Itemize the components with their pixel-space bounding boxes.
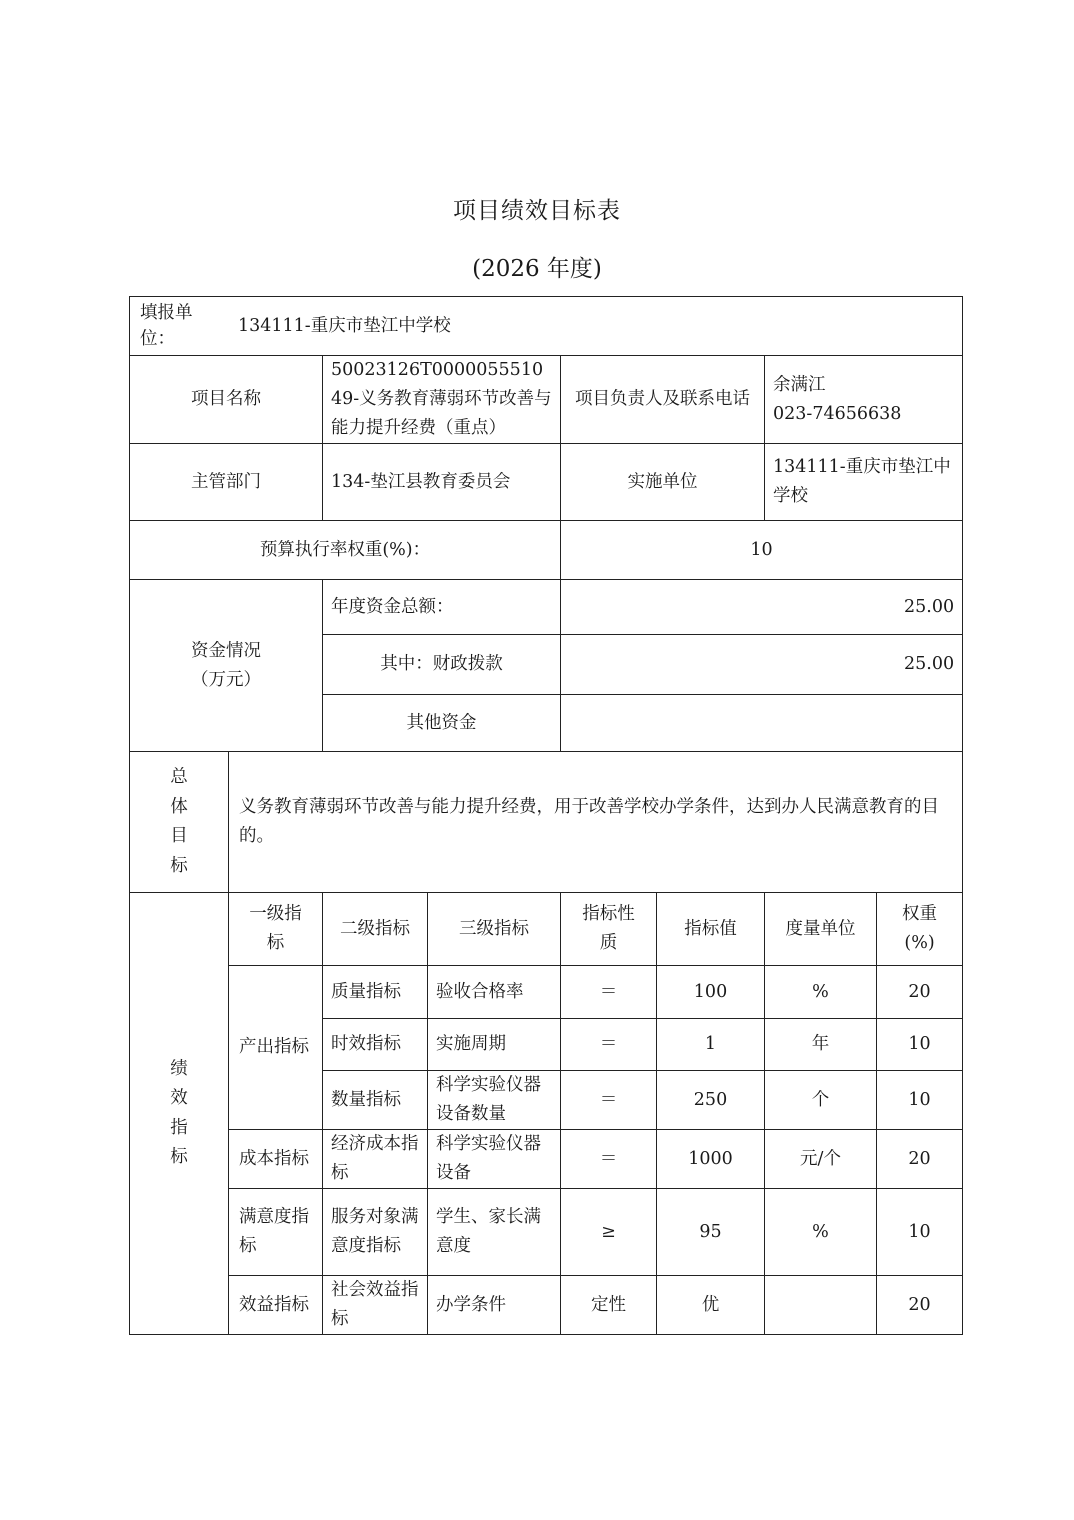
level3-cell: 办学条件: [428, 1276, 561, 1335]
goal-label-char: 体: [170, 796, 188, 817]
funds-other-label: 其他资金: [323, 695, 561, 752]
overall-goal-text: 义务教育薄弱环节改善与能力提升经费，用于改善学校办学条件，达到办人民满意教育的目的。: [229, 752, 963, 893]
budget-weight-label: 预算执行率权重(%)：: [130, 521, 561, 580]
value-cell: 95: [657, 1189, 765, 1276]
weight-cell: 20: [877, 1276, 963, 1335]
level1-benefit: 效益指标: [229, 1276, 323, 1335]
table-row: [130, 966, 963, 1019]
header-nature: 指标性质: [561, 893, 657, 966]
funds-row-total: [130, 580, 963, 635]
budget-weight-value: 10: [561, 521, 963, 580]
header-weight: 权重(%): [877, 893, 963, 966]
weight-cell: 10: [877, 1189, 963, 1276]
value-cell: 250: [657, 1071, 765, 1130]
level2-cell: 时效指标: [323, 1019, 428, 1071]
table-row: [130, 1189, 963, 1276]
goal-label-char: 标: [170, 855, 188, 876]
project-name-label: 项目名称: [130, 356, 323, 444]
impl-unit-label: 实施单位: [561, 444, 765, 521]
weight-cell: 20: [877, 966, 963, 1019]
nature-cell: ≥: [561, 1189, 657, 1276]
funds-fiscal-value: 25.00: [561, 635, 963, 695]
weight-cell: 20: [877, 1130, 963, 1189]
dept-value: 134-垫江县教育委员会: [323, 444, 561, 521]
project-contact-cell: [765, 356, 963, 444]
header-level2: 二级指标: [323, 893, 428, 966]
nature-cell: ＝: [561, 1130, 657, 1189]
unit-cell: 年: [765, 1019, 877, 1071]
reporting-unit-row: [130, 297, 963, 356]
level2-cell: 数量指标: [323, 1071, 428, 1130]
nature-cell: ＝: [561, 1071, 657, 1130]
indicators-label-char: 标: [170, 1147, 188, 1167]
contact-phone: 023-74656638: [773, 403, 902, 424]
header-value: 指标值: [657, 893, 765, 966]
dept-label: 主管部门: [130, 444, 323, 521]
document-year: (2026 年度): [472, 256, 602, 282]
budget-weight-row: [130, 521, 963, 580]
table-row: [130, 1130, 963, 1189]
contact-name: 余满江: [773, 374, 826, 395]
project-name-value: 50023126T000005551049-义务教育薄弱环节改善与能力提升经费（重点）: [323, 356, 561, 444]
header-level3: 三级指标: [428, 893, 561, 966]
indicators-label-char: 绩: [170, 1058, 188, 1079]
indicators-label-char: 效: [170, 1088, 188, 1108]
value-cell: 100: [657, 966, 765, 1019]
indicators-label: [130, 893, 229, 1335]
level2-cell: 质量指标: [323, 966, 428, 1019]
funds-total-value: 25.00: [561, 580, 963, 635]
header-level1: 一级指标: [229, 893, 323, 966]
weight-cell: 10: [877, 1071, 963, 1130]
unit-cell: %: [765, 1189, 877, 1276]
level2-cell: 经济成本指标: [323, 1130, 428, 1189]
funds-label-cell: [130, 580, 323, 752]
indicator-header-row: [130, 893, 963, 966]
department-row: [130, 444, 963, 521]
unit-cell: 元/个: [765, 1130, 877, 1189]
goal-label-char: 总: [170, 767, 188, 787]
indicators-label-char: 指: [170, 1117, 188, 1138]
unit-cell: [765, 1276, 877, 1335]
nature-cell: 定性: [561, 1276, 657, 1335]
project-contact-label: 项目负责人及联系电话: [561, 356, 765, 444]
level3-cell: 科学实验仪器设备: [428, 1130, 561, 1189]
goal-label-char: 目: [170, 826, 188, 846]
level3-cell: 验收合格率: [428, 966, 561, 1019]
value-cell: 1000: [657, 1130, 765, 1189]
level1-cost: 成本指标: [229, 1130, 323, 1189]
nature-cell: ＝: [561, 966, 657, 1019]
overall-goal-label: [130, 752, 229, 893]
impl-unit-value: 134111-重庆市垫江中学校: [765, 444, 963, 521]
weight-cell: 10: [877, 1019, 963, 1071]
level3-cell: 科学实验仪器设备数量: [428, 1071, 561, 1130]
level1-satisfaction: 满意度指标: [229, 1189, 323, 1276]
funds-other-value: [561, 695, 963, 752]
value-cell: 1: [657, 1019, 765, 1071]
header-unit: 度量单位: [765, 893, 877, 966]
performance-target-table: [129, 296, 963, 1335]
reporting-unit-label: 填报单位：: [140, 303, 193, 349]
funds-fiscal-label: 其中：财政拨款: [323, 635, 561, 695]
overall-goal-row: [130, 752, 963, 893]
value-cell: 优: [657, 1276, 765, 1335]
level2-cell: 服务对象满意度指标: [323, 1189, 428, 1276]
level3-cell: 实施周期: [428, 1019, 561, 1071]
unit-cell: %: [765, 966, 877, 1019]
level1-output: 产出指标: [229, 966, 323, 1130]
unit-cell: 个: [765, 1071, 877, 1130]
document-title: 项目绩效目标表: [453, 198, 621, 224]
reporting-unit-value: 134111-重庆市垫江中学校: [238, 315, 451, 336]
level2-cell: 社会效益指标: [323, 1276, 428, 1335]
level3-cell: 学生、家长满意度: [428, 1189, 561, 1276]
project-name-row: [130, 356, 963, 444]
table-row: [130, 1276, 963, 1335]
nature-cell: ＝: [561, 1019, 657, 1071]
funds-label: 资金情况: [191, 640, 261, 661]
funds-total-label: 年度资金总额：: [323, 580, 561, 635]
funds-unit: （万元）: [191, 669, 261, 690]
